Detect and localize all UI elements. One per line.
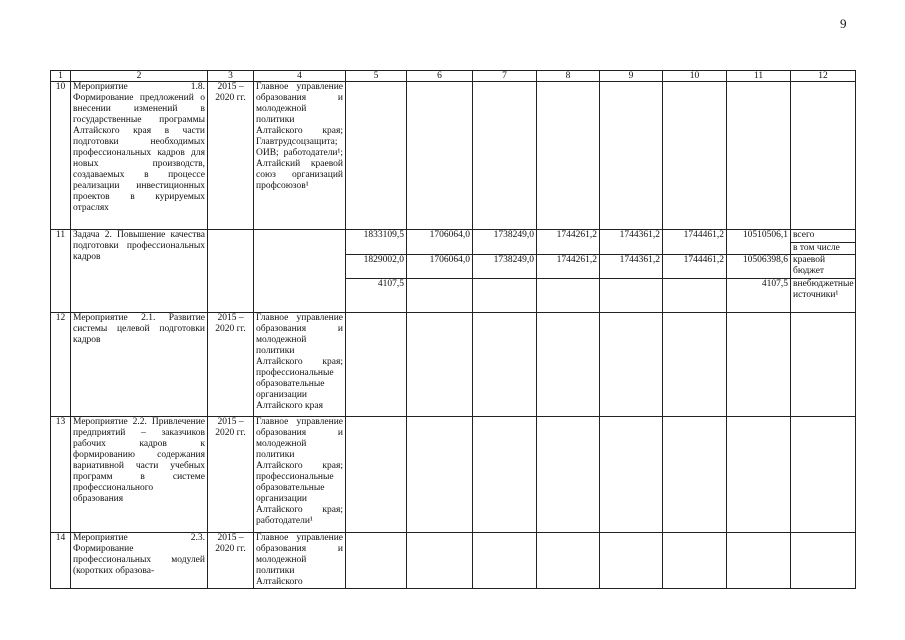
extra-sum: 4107,5	[727, 279, 791, 313]
measure-name: Мероприятие 1.8. Формирование предложений о внесении изменений в государственные программы Алтайского края в части подготовки необходимых профессиональных кадров для новых производств, создаваемых в процессе реализации инвестиционных проектов в курируемых отраслях	[71, 82, 208, 230]
total-2018: 1744261,2	[537, 230, 600, 255]
table-row	[51, 82, 856, 230]
executors: Главное управление образования и молодежной политики Алтайского края; Главтрудсоцзащита; ОИВ; работодатели¹; Алтайский краевой союз организаций профсоюзов¹	[254, 82, 346, 230]
empty-cell	[791, 82, 856, 230]
header-cell: 7	[473, 71, 537, 82]
row-number: 10	[51, 82, 71, 230]
table-row	[51, 417, 856, 533]
regional-2016: 1706064,0	[407, 255, 473, 279]
empty-cell	[254, 230, 346, 313]
empty-cell	[727, 533, 791, 589]
empty-cell	[600, 417, 663, 533]
empty-cell	[346, 82, 407, 230]
regional-2018: 1744261,2	[537, 255, 600, 279]
header-cell: 2	[71, 71, 208, 82]
empty-cell	[473, 533, 537, 589]
total-2017: 1738249,0	[473, 230, 537, 255]
empty-cell	[537, 417, 600, 533]
empty-cell	[600, 313, 663, 417]
empty-cell	[473, 313, 537, 417]
header-cell: 8	[537, 71, 600, 82]
empty-cell	[727, 313, 791, 417]
empty-cell	[346, 533, 407, 589]
including-label: в том числе	[791, 243, 856, 255]
total-2020: 1744461,2	[663, 230, 727, 255]
measure-name: Мероприятие 2.3. Формирование профессиональных модулей (коротких образова-	[71, 533, 208, 589]
header-cell: 1	[51, 71, 71, 82]
period: 2015 – 2020 гг.	[208, 417, 254, 533]
measure-name: Мероприятие 2.1. Развитие системы целевой подготовки кадров	[71, 313, 208, 417]
header-cell: 5	[346, 71, 407, 82]
empty-cell	[727, 417, 791, 533]
regional-2020: 1744461,2	[663, 255, 727, 279]
executors: Главное управление образования и молодежной политики Алтайского края; профессиональные образовательные организации Алтайского края	[254, 313, 346, 417]
header-cell: 3	[208, 71, 254, 82]
empty-cell	[473, 279, 537, 313]
empty-cell	[346, 417, 407, 533]
row-number: 14	[51, 533, 71, 589]
empty-cell	[208, 230, 254, 313]
empty-cell	[537, 313, 600, 417]
header-cell: 9	[600, 71, 663, 82]
empty-cell	[663, 279, 727, 313]
total-label: всего	[791, 230, 856, 243]
empty-cell	[663, 313, 727, 417]
empty-cell	[791, 313, 856, 417]
extra-2015: 4107,5	[346, 279, 407, 313]
table-row	[51, 533, 856, 589]
header-cell: 11	[727, 71, 791, 82]
empty-cell	[346, 313, 407, 417]
empty-cell	[600, 82, 663, 230]
regional-2015: 1829002,0	[346, 255, 407, 279]
header-cell: 12	[791, 71, 856, 82]
empty-cell	[407, 533, 473, 589]
empty-cell	[473, 82, 537, 230]
row-number: 13	[51, 417, 71, 533]
total-2016: 1706064,0	[407, 230, 473, 255]
period: 2015 – 2020 гг.	[208, 533, 254, 589]
program-table	[50, 70, 856, 589]
period: 2015 – 2020 гг.	[208, 82, 254, 230]
total-2019: 1744361,2	[600, 230, 663, 255]
column-number-row	[51, 71, 856, 82]
row-number: 12	[51, 313, 71, 417]
executors: Главное управление образования и молодежной политики Алтайского края; профессиональные образовательные организации Алтайского края; работодатели¹	[254, 417, 346, 533]
empty-cell	[791, 533, 856, 589]
page-number: 9	[840, 16, 847, 31]
empty-cell	[727, 82, 791, 230]
header-cell: 6	[407, 71, 473, 82]
row-number: 11	[51, 230, 71, 313]
header-cell: 4	[254, 71, 346, 82]
empty-cell	[537, 279, 600, 313]
empty-cell	[600, 279, 663, 313]
empty-cell	[663, 533, 727, 589]
extra-label: внебюджетные источники¹	[791, 279, 856, 313]
empty-cell	[791, 417, 856, 533]
empty-cell	[407, 279, 473, 313]
table-row	[51, 230, 856, 243]
table-row	[51, 313, 856, 417]
total-2015: 1833109,5	[346, 230, 407, 255]
empty-cell	[663, 417, 727, 533]
empty-cell	[407, 313, 473, 417]
regional-label: краевой бюджет	[791, 255, 856, 279]
total-sum: 10510506,1	[727, 230, 791, 255]
measure-name: Мероприятие 2.2. Привлечение предприятий – заказчиков рабочих кадров к формированию содержания вариативной части учебных программ в системе профессионального образования	[71, 417, 208, 533]
regional-2019: 1744361,2	[600, 255, 663, 279]
empty-cell	[537, 82, 600, 230]
empty-cell	[473, 417, 537, 533]
empty-cell	[537, 533, 600, 589]
header-cell: 10	[663, 71, 727, 82]
empty-cell	[407, 82, 473, 230]
task-name: Задача 2. Повышение качества подготовки профессиональных кадров	[71, 230, 208, 313]
regional-sum: 10506398,6	[727, 255, 791, 279]
empty-cell	[663, 82, 727, 230]
period: 2015 – 2020 гг.	[208, 313, 254, 417]
executors: Главное управление образования и молодежной политики Алтайского	[254, 533, 346, 589]
regional-2017: 1738249,0	[473, 255, 537, 279]
empty-cell	[600, 533, 663, 589]
empty-cell	[407, 417, 473, 533]
